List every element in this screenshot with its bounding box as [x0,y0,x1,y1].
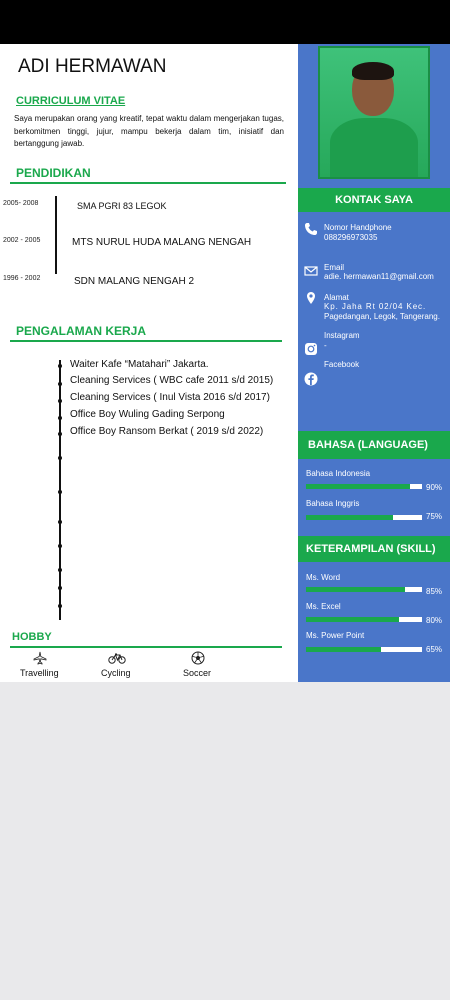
skill-bar-fill [306,617,399,622]
skill-bar-fill [306,587,405,592]
hobby-label: Soccer [183,668,212,678]
skill-percent: 80% [426,616,443,625]
phone-icon [304,222,318,236]
education-title: PENDIDIKAN [16,166,91,180]
experience-item: Cleaning Services ( WBC cafe 2011 s/d 2015) [70,375,274,386]
language-bar [306,515,422,520]
skill-percent: 85% [426,587,443,596]
profile-photo [318,46,430,179]
language-label: Bahasa Inggris [306,499,360,508]
timeline-dot [58,399,62,403]
soccer-ball-icon [191,651,205,665]
skill-bar-fill [306,647,381,652]
cv-heading: CURRICULUM VITAE [16,95,126,107]
summary-text: Saya merupakan orang yang kreatif, tepat waktu dalam mengerjakan tugas, berkomitmen tinggi, jujur, mampu bekerja dalam tim, inisiatif dan bertanggung jawab. [14,114,284,148]
experience-item: Cleaning Services ( Inul Vista 2016 s/d 2017) [70,392,270,403]
experience-item: Office Boy Wuling Gading Serpong [70,409,225,420]
facebook-icon[interactable] [304,372,318,386]
timeline-dot [58,432,62,436]
language-bar-fill [306,484,410,489]
timeline-dot [58,416,62,420]
hobby-divider [10,646,282,648]
skill-label: Ms. Excel [306,602,341,611]
timeline-dot [58,604,62,608]
skill-label: Ms. Word [306,573,341,582]
timeline-dot [58,520,62,524]
language-header: BAHASA (LANGUAGE) [298,431,450,459]
airplane-icon [33,651,47,665]
timeline-dot [58,568,62,572]
contact-header: KONTAK SAYA [298,188,450,212]
facebook-label[interactable]: Facebook [324,360,360,369]
bicycle-icon [108,652,126,664]
education-divider [10,182,286,184]
photo-shirt [330,118,418,179]
language-percent: 90% [426,483,443,492]
address-line1: Kp. Jaha Rt 02/04 Kec. [324,302,427,311]
language-bar [306,484,422,489]
experience-divider [10,340,282,342]
top-status-bar [0,0,450,44]
cv-document [0,44,450,682]
experience-title: PENGALAMAN KERJA [16,324,147,338]
instagram-value[interactable]: - [324,341,327,350]
timeline-dot [58,364,62,368]
phone-value[interactable]: 088296973035 [324,233,378,242]
skill-label: Ms. Power Point [306,631,365,640]
timeline-dot [58,586,62,590]
email-label: Email [324,263,345,272]
language-percent: 75% [426,512,443,521]
skill-percent: 65% [426,645,443,654]
phone-label: Nomor Handphone [324,223,392,232]
education-year: 1996 - 2002 [3,275,41,282]
skill-bar [306,617,422,622]
skill-bar [306,647,422,652]
email-value[interactable]: adie. hermawan11@gmail.com [324,272,434,281]
instagram-icon[interactable] [304,342,318,356]
education-year: 2002 - 2005 [3,237,41,244]
address-line2: Pagedangan, Legok, Tangerang. [324,312,440,321]
timeline-dot [58,544,62,548]
timeline-dot [58,382,62,386]
timeline-dot [58,490,62,494]
cv-name: ADI HERMAWAN [18,56,167,77]
location-pin-icon [304,291,318,305]
hobby-label: Cycling [101,668,131,678]
education-school: MTS NURUL HUDA MALANG NENGAH [72,237,252,248]
experience-item: Waiter Kafe “Matahari” Jakarta. [70,359,209,370]
skills-header: KETERAMPILAN (SKILL) [298,536,450,562]
education-school: SMA PGRI 83 LEGOK [77,201,167,211]
skill-bar [306,587,422,592]
hobby-title: HOBBY [12,631,52,643]
email-icon [304,264,318,278]
hobby-label: Travelling [20,668,59,678]
education-year: 2005- 2008 [3,200,39,207]
language-bar-fill [306,515,393,520]
photo-hair [352,62,394,80]
sidebar-panel [298,44,450,682]
timeline-dot [58,456,62,460]
instagram-label: Instagram [324,331,360,340]
experience-item: Office Boy Ransom Berkat ( 2019 s/d 2022) [70,426,264,437]
language-label: Bahasa Indonesia [306,469,371,478]
education-school: SDN MALANG NENGAH 2 [74,276,195,287]
education-timeline-line [55,196,57,274]
address-label: Alamat [324,293,349,302]
